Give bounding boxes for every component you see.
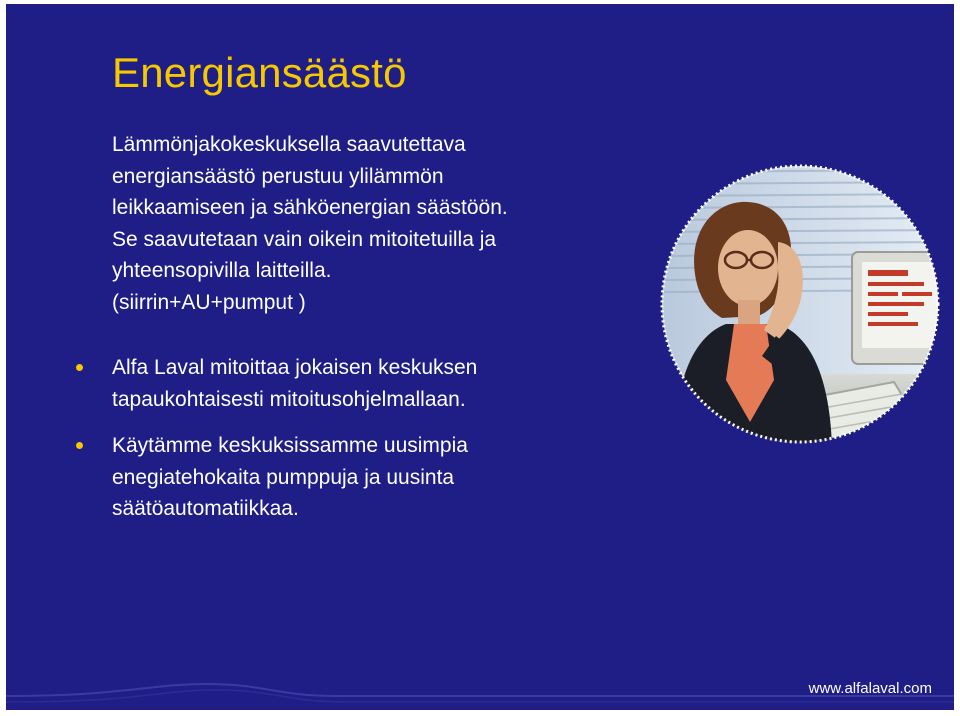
bullet-line: tapaukohtaisesti mitoitusohjelmallaan. — [112, 387, 466, 411]
intro-line: Se saavutetaan vain oikein mitoitetuilla ja — [112, 227, 497, 251]
bullet-dot-icon — [76, 364, 83, 371]
bullet-item — [6, 352, 477, 415]
intro-line: energiansäästö perustuu ylilämmön — [112, 164, 444, 188]
office-worker-photo — [656, 160, 944, 448]
bullet-dot-icon — [76, 442, 83, 449]
bullet-line: säätöautomatiikkaa. — [112, 497, 299, 521]
slide-title: Energiansäästö — [112, 49, 407, 96]
bullet-line: enegiatehokaita pumppuja ja uusinta — [112, 465, 455, 489]
slide — [6, 4, 954, 710]
intro-line: Lämmönjakokeskuksella saavutettava — [112, 133, 466, 156]
intro-line: leikkaamiseen ja sähköenergian säästöön. — [112, 196, 508, 220]
footer-url: www.alfalaval.com — [808, 680, 932, 697]
intro-line: (siirrin+AU+pumput ) — [112, 290, 306, 314]
intro-paragraph — [112, 129, 672, 319]
bullet-list — [6, 352, 477, 540]
bullet-line: Käytämme keskuksissamme uusimpia — [112, 434, 468, 458]
intro-line: yhteensopivilla laitteilla. — [112, 259, 332, 283]
bullet-line: Alfa Laval mitoittaa jokaisen keskuksen — [112, 356, 478, 379]
bullet-item — [6, 430, 477, 525]
